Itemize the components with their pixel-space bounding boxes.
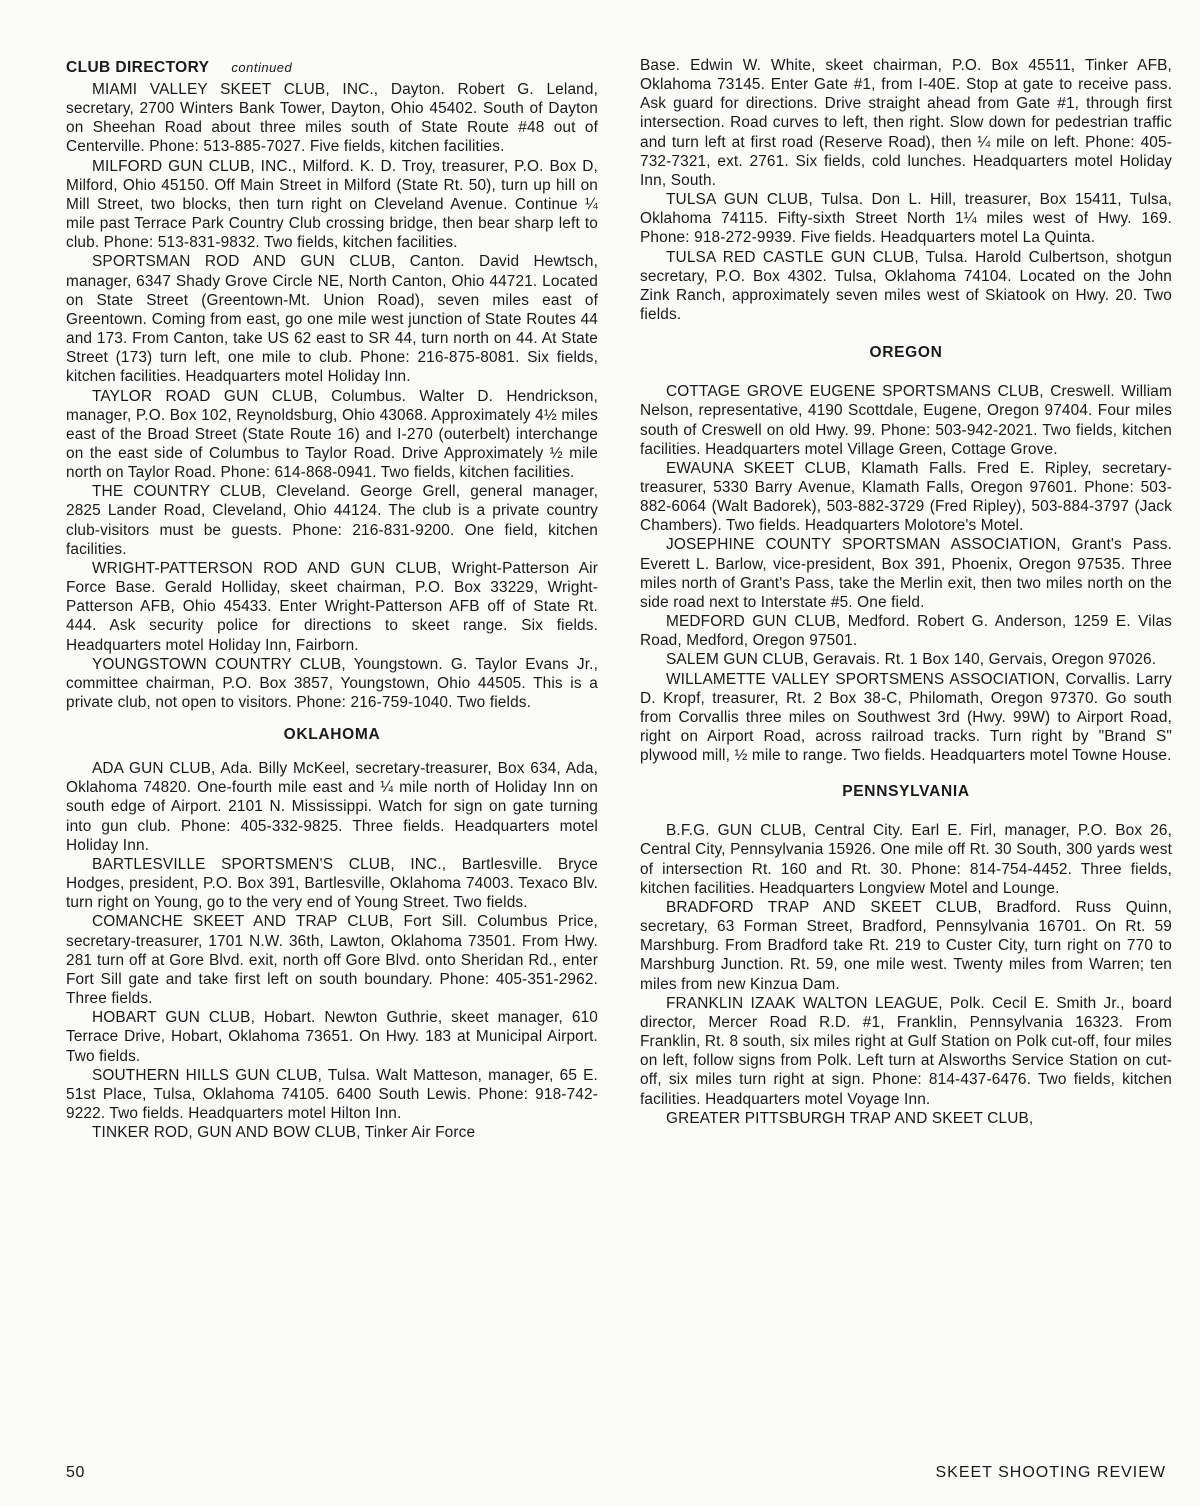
club-entry: MIAMI VALLEY SKEET CLUB, INC., Dayton. Robert G. Leland, secretary, 2700 Winters Bank Tower, Dayton, Ohio 45402. South of Dayton on Sheehan Road about three miles south of State Route #48 out of Centerville. Phone: 513-885-7027. Five fields, kitchen facilities. (66, 81, 598, 156)
right-column (640, 56, 1172, 1128)
club-entry: GREATER PITTSBURGH TRAP AND SKEET CLUB, (666, 1109, 1034, 1127)
club-entry: BARTLESVILLE SPORTSMEN'S CLUB, INC., Bartlesville. Bryce Hodges, president, P.O. Box 391, Bartlesville, Oklahoma 74003. Texaco Blv. turn right on Young, go to the very end of Young Street. Two fields. (66, 855, 598, 912)
club-entry: SPORTSMAN ROD AND GUN CLUB, Canton. David Hewtsch, manager, 6347 Shady Grove Circle NE, North Canton, Ohio 44721. Located on State Street (Greentown-Mt. Union Road), seven miles east of Greentown. Coming from east, go one mile west junction of State Routes 44 and 173. From Canton, take US 62 east to SR 44, turn north on 44. At State Street (173) turn left, one mile to club. Phone: 216-875-8081. Six fields, kitchen facilities. Headquarters motel Holiday Inn. (66, 253, 598, 386)
section-heading-pennsylvania: PENNSYLVANIA (842, 783, 970, 801)
directory-title: CLUB DIRECTORY (66, 59, 210, 76)
club-entry: SALEM GUN CLUB, Geravais. Rt. 1 Box 140, Gervais, Oregon 97026. (666, 651, 1157, 669)
left-column (66, 58, 598, 1142)
section-heading-oregon: OREGON (869, 344, 943, 362)
club-entry: ADA GUN CLUB, Ada. Billy McKeel, secretary-treasurer, Box 634, Ada, Oklahoma 74820. One-fourth mile east and ¼ mile north of Holiday Inn on south edge of Airport. 2101 N. Mississippi. Watch for sign on gate turning into gun club. Phone: 405-332-9825. Three fields. Headquarters motel Holiday Inn. (66, 760, 598, 854)
page-number: 50 (66, 1464, 85, 1481)
club-entry: TULSA RED CASTLE GUN CLUB, Tulsa. Harold Culbertson, shotgun secretary, P.O. Box 4302. Tulsa, Oklahoma 74104. Located on the John Zink Ranch, approximately seven miles west of Skiatook on Hwy. 20. Two fields. (640, 248, 1172, 324)
club-entry: WILLAMETTE VALLEY SPORTSMENS ASSOCIATION, Corvallis. Larry D. Kropf, treasurer, Rt. 2 Box 38-C, Philomath, Oregon 97370. Go south from Corvallis three miles on Southwest 3rd (Hwy. 99W) to Airport Road, right on Airport Road, across railroad tracks. Turn right by "Brand S" plywood mill, ½ mile to range. Two fields. Headquarters motel Towne House. (640, 670, 1172, 765)
continued-note: continued (231, 60, 293, 75)
club-entry: B.F.G. GUN CLUB, Central City. Earl E. Firl, manager, P.O. Box 26, Central City, Pennsylvania 15926. One mile off Rt. 30 South, 300 yards west of intersection Rt. 160 and Rt. 30. Phone: 814-754-4452. Three fields, kitchen facilities. Headquarters Longview Motel and Lounge. (640, 822, 1172, 897)
club-entry: COMANCHE SKEET AND TRAP CLUB, Fort Sill. Columbus Price, secretary-treasurer, 1701 N.W. 36th, Lawton, Oklahoma 73501. From Hwy. 281 turn off at Gore Blvd. exit, north off Gore Blvd. onto Sheridan Rd., enter Fort Sill gate and take first left on south boundary. Phone: 405-351-2962. Three fields. (66, 913, 598, 1008)
club-entry: MEDFORD GUN CLUB, Medford. Robert G. Anderson, 1259 E. Vilas Road, Medford, Oregon 97501. (640, 613, 1172, 650)
club-entry: WRIGHT-PATTERSON ROD AND GUN CLUB, Wright-Patterson Air Force Base. Gerald Holliday, skeet chairman, P.O. Box 33229, Wright-Patterson AFB, Ohio 45433. Enter Wright-Patterson AFB off of State Rt. 444. Ask security police for directions to skeet range. Six fields. Headquarters motel Holiday Inn, Fairborn. (66, 559, 598, 654)
club-entry: JOSEPHINE COUNTY SPORTSMAN ASSOCIATION, Grant's Pass. Everett L. Barlow, vice-president, Box 391, Phoenix, Oregon 97535. Three miles north of Grant's Pass, take the Merlin exit, then two miles north on the side road next to Interstate #5. One field. (640, 536, 1172, 611)
club-entry: SOUTHERN HILLS GUN CLUB, Tulsa. Walt Matteson, manager, 65 E. 51st Place, Tulsa, Oklahoma 74105. 6400 South Lewis. Phone: 918-742-9222. Two fields. Headquarters motel Hilton Inn. (66, 1066, 598, 1122)
club-entry: TINKER ROD, GUN AND BOW CLUB, Tinker Air Force (92, 1124, 476, 1142)
club-entry: BRADFORD TRAP AND SKEET CLUB, Bradford. Russ Quinn, secretary, 63 Forman Street, Bradford, Pennsylvania 16701. On Rt. 59 Marshburg. From Bradford take Rt. 219 to Custer City, turn right on 770 to Marshburg Junction. Rt. 59, one mile west. Twenty miles from Warren; ten miles from new Kinzua Dam. (640, 898, 1172, 993)
club-entry-continued: Base. Edwin W. White, skeet chairman, P.O. Box 45511, Tinker AFB, Oklahoma 73145. Enter Gate #1, from I-40E. Stop at gate to receive pass. Ask guard for directions. Drive straight ahead from Gate #1, through first intersection. Road curves to left, then right. Slow down for pedestrian traffic and turn left at first road (Reserve Road), then ¼ mile on left. Phone: 405-732-7321, ext. 2761. Six fields, cold lunches. Headquarters motel Holiday Inn, South. (640, 57, 1172, 189)
club-entry: TAYLOR ROAD GUN CLUB, Columbus. Walter D. Hendrickson, manager, P.O. Box 102, Reynoldsburg, Ohio 43068. Approximately 4½ miles east of the Broad Street (State Route 16) and I-270 (outerbelt) interchange on the east side of Columbus to Taylor Road. Drive Approximately ½ mile north on Taylor Road. Phone: 614-868-0941. Two fields, kitchen facilities. (66, 387, 598, 482)
club-entry: THE COUNTRY CLUB, Cleveland. George Grell, general manager, 2825 Lander Road, Cleveland, Ohio 44124. The club is a private country club-visitors must be guests. Phone: 216-831-9200. One field, kitchen facilities. (66, 483, 598, 558)
section-heading-oklahoma: OKLAHOMA (283, 726, 381, 744)
club-entry: EWAUNA SKEET CLUB, Klamath Falls. Fred E. Ripley, secretary-treasurer, 5330 Barry Avenue, Klamath Falls, Oregon 97601. Phone: 503-882-6064 (Walt Badorek), 503-882-3729 (Fred Ripley), 503-884-3797 (Jack Chambers). Two fields. Headquarters Molotore's Motel. (640, 459, 1172, 535)
club-entry: COTTAGE GROVE EUGENE SPORTSMANS CLUB, Creswell. William Nelson, representative, 4190 Scottdale, Eugene, Oregon 97404. Four miles south of Creswell on old Hwy. 99. Phone: 503-942-2021. Two fields, kitchen facilities. Headquarters motel Village Green, Cottage Grove. (640, 383, 1172, 458)
publication-name: SKEET SHOOTING REVIEW (935, 1464, 1166, 1481)
club-entry: MILFORD GUN CLUB, INC., Milford. K. D. Troy, treasurer, P.O. Box D, Milford, Ohio 45150. Off Main Street in Milford (State Rt. 50), turn up hill on Mill Street, two blocks, then turn right on Cleveland Avenue. Continue ¼ mile past Terrace Park Country Club crossing bridge, then bear sharp left to club. Phone: 513-831-9832. Two fields, kitchen facilities. (66, 157, 598, 252)
page-header (66, 58, 598, 78)
club-entry: FRANKLIN IZAAK WALTON LEAGUE, Polk. Cecil E. Smith Jr., board director, Mercer Road R.D. #1, Franklin, Pennsylvania 16323. From Franklin, Rt. 8 south, six miles right at Gulf Station on Polk cut-off, four miles on left, follow signs from Polk. Left turn at Alsworths Service Station on cut-off, six miles turn right at sign. Phone: 814-437-6476. Two fields, kitchen facilities. Headquarters motel Voyage Inn. (640, 994, 1172, 1108)
club-entry: TULSA GUN CLUB, Tulsa. Don L. Hill, treasurer, Box 15411, Tulsa, Oklahoma 74115. Fifty-sixth Street North 1¼ miles west of Hwy. 169. Phone: 918-272-9939. Five fields. Headquarters motel La Quinta. (640, 191, 1172, 247)
club-entry: YOUNGSTOWN COUNTRY CLUB, Youngstown. G. Taylor Evans Jr., committee chairman, P.O. Box 3857, Youngstown, Ohio 44505. This is a private club, not open to visitors. Phone: 216-759-1040. Two fields. (66, 655, 598, 711)
club-entry: HOBART GUN CLUB, Hobart. Newton Guthrie, skeet manager, 610 Terrace Drive, Hobart, Oklahoma 73651. On Hwy. 183 at Municipal Airport. Two fields. (66, 1009, 598, 1065)
